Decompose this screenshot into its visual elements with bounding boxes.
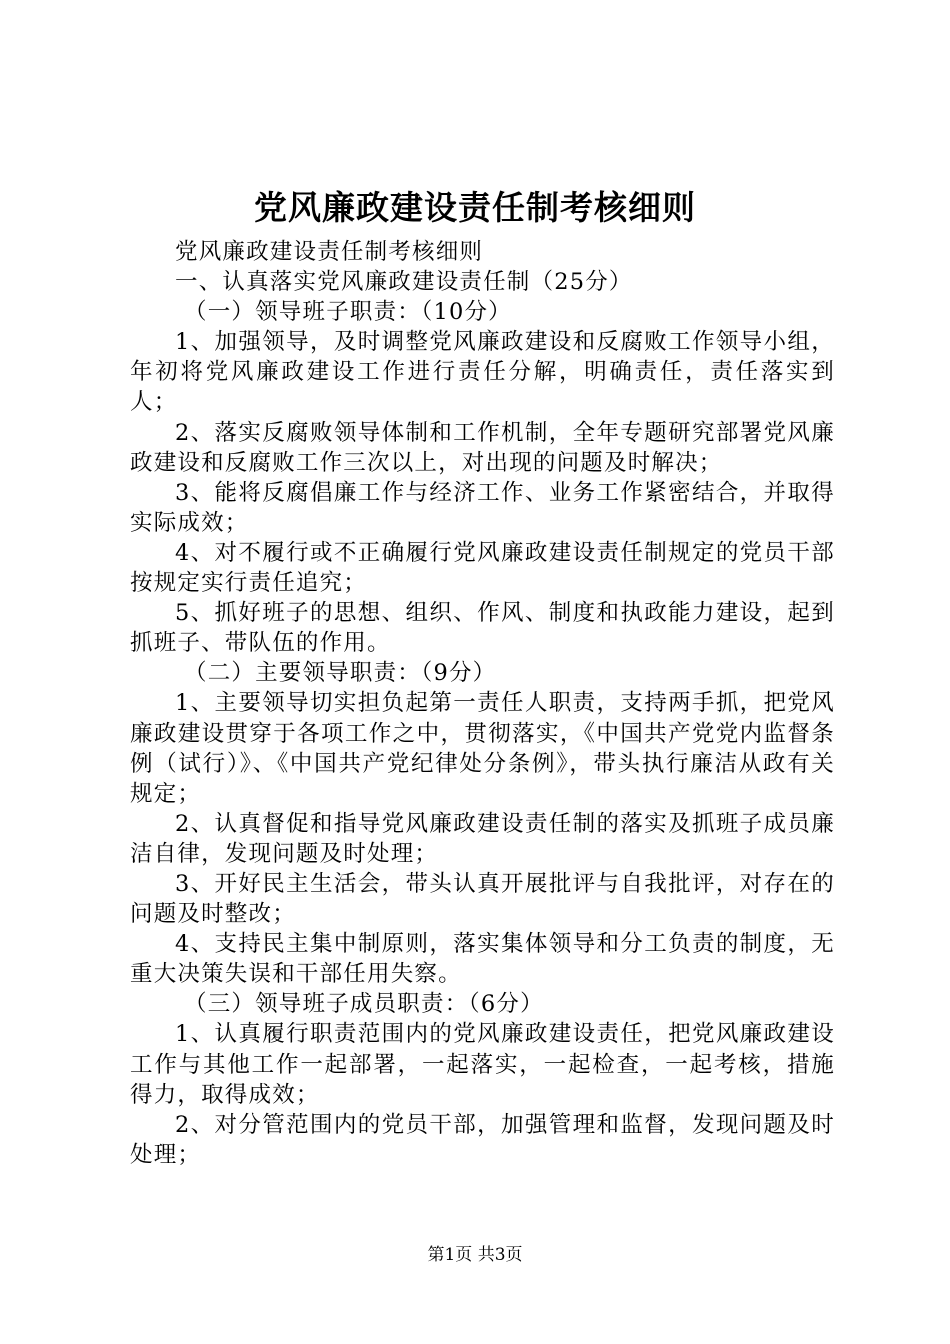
paragraph: 2、对分管范围内的党员干部，加强管理和监督，发现问题及时处理； (130, 1111, 835, 1168)
section-heading: （三）领导班子成员职责：（6分） (184, 991, 544, 1018)
paragraph: 1、认真履行职责范围内的党风廉政建设责任，把党风廉政建设工作与其他工作一起部署，一起落实，一起检查，一起考核，措施得力，取得成效； (130, 1021, 835, 1108)
paragraph: 5、抓好班子的思想、组织、作风、制度和执政能力建设，起到抓班子、带队伍的作用。 (130, 600, 835, 657)
page-number: 第1页 共3页 (427, 1245, 523, 1265)
document-body (130, 237, 835, 1170)
paragraph: 2、落实反腐败领导体制和工作机制，全年专题研究部署党风廉政建设和反腐败工作三次以上，对出现的问题及时解决； (130, 419, 835, 476)
paragraph: 3、能将反腐倡廉工作与经济工作、业务工作紧密结合，并取得实际成效； (130, 479, 835, 536)
paragraph: 3、开好民主生活会，带头认真开展批评与自我批评，对存在的问题及时整改； (130, 870, 835, 928)
paragraph: 一、认真落实党风廉政建设责任制（25分） (175, 269, 633, 296)
section-heading: （一）领导班子职责：（10分） (184, 299, 512, 326)
paragraph: 4、支持民主集中制原则，落实集体领导和分工负责的制度，无重大决策失误和干部任用失察。 (130, 931, 835, 988)
paragraph: 4、对不履行或不正确履行党风廉政建设责任制规定的党员干部按规定实行责任追究； (130, 539, 835, 597)
document-title: 党风廉政建设责任制考核细则 (254, 188, 696, 227)
paragraph: 2、认真督促和指导党风廉政建设责任制的落实及抓班子成员廉洁自律，发现问题及时处理； (130, 810, 835, 867)
paragraph: 1、主要领导切实担负起第一责任人职责，支持两手抓，把党风廉政建设贯穿于各项工作之中，贯彻落实，《中国共产党党内监督条例（试行）》、《中国共产党纪律处分条例》，带头执行廉洁从政有关规定； (130, 690, 835, 807)
paragraph: 1、加强领导，及时调整党风廉政建设和反腐败工作领导小组，年初将党风廉政建设工作进行责任分解，明确责任，责任落实到人； (130, 329, 835, 416)
section-heading: （二）主要领导职责：（9分） (184, 660, 497, 687)
paragraph: 党风廉政建设责任制考核细则 (175, 239, 484, 265)
